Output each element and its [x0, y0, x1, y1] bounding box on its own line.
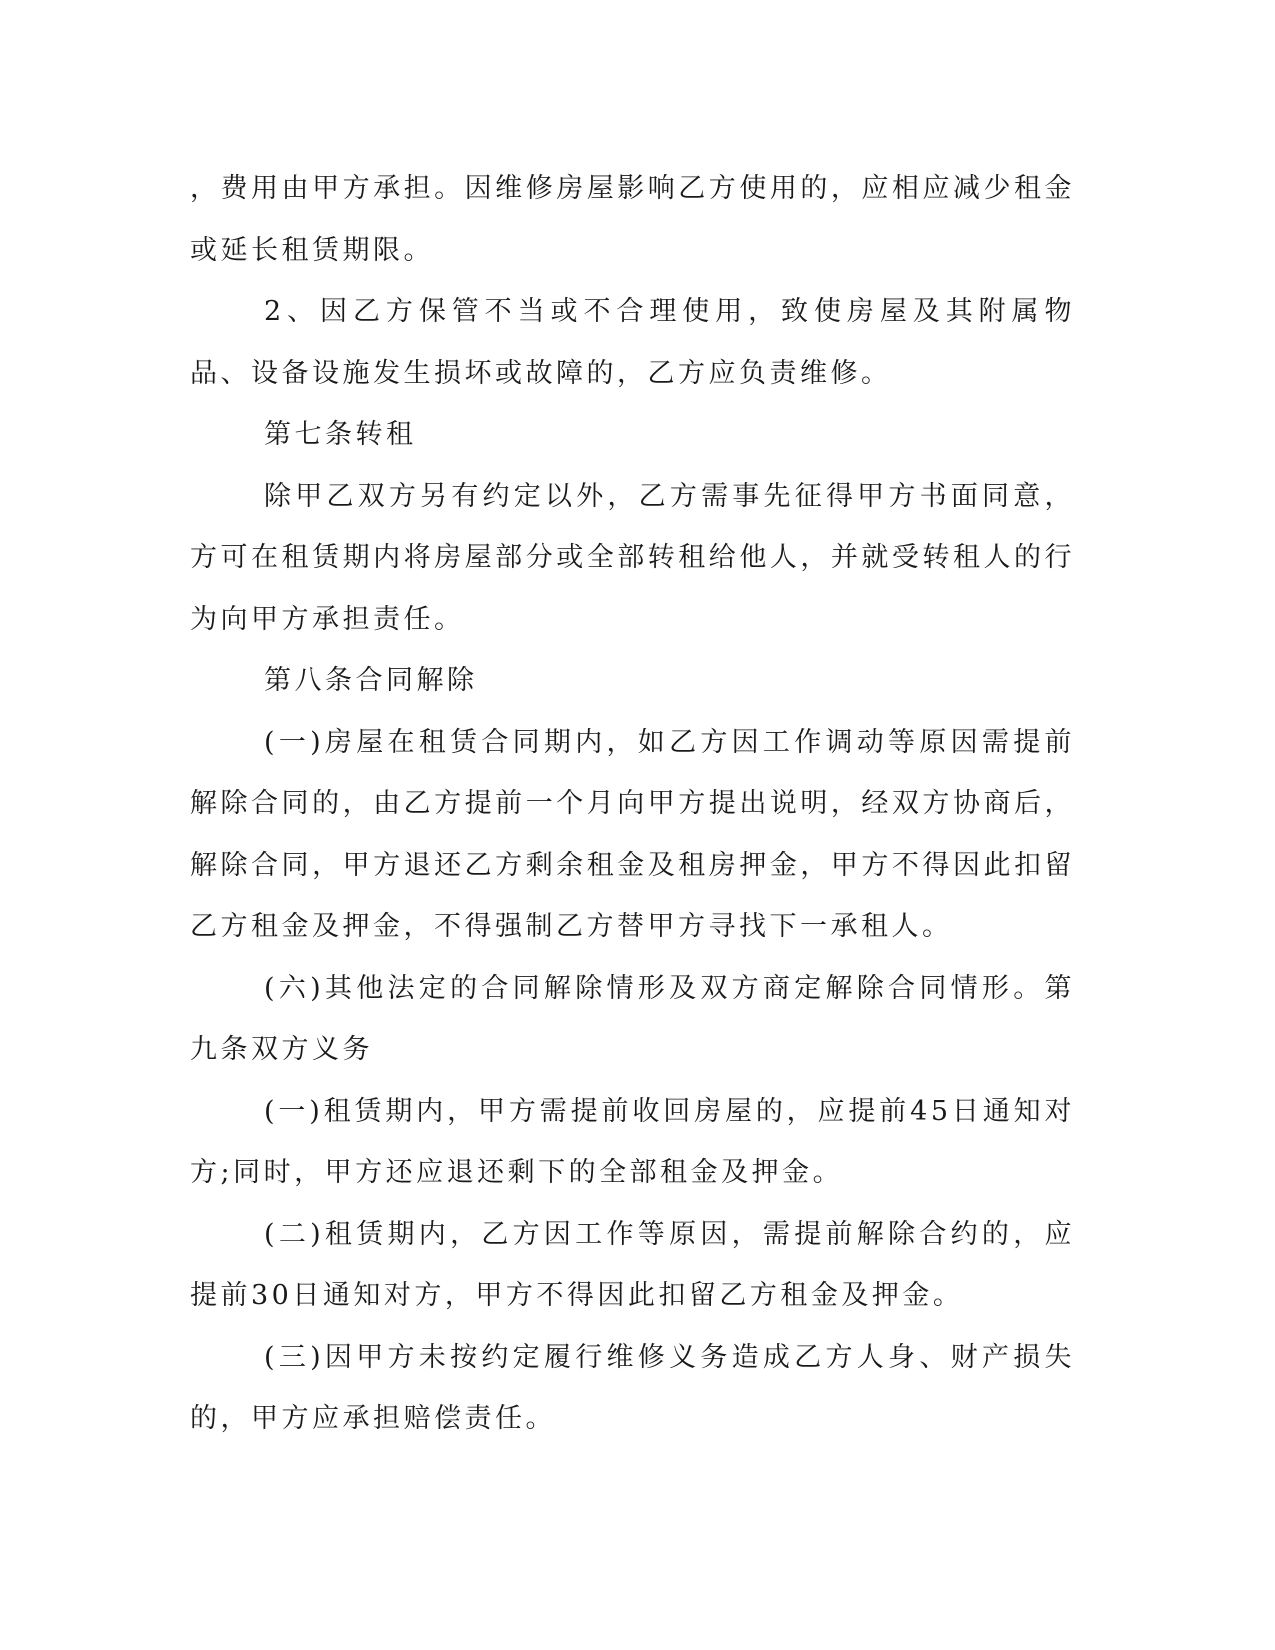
heading-article-8: 第八条合同解除	[264, 665, 478, 696]
paragraph-obligation-2: (二)租赁期内，乙方因工作等原因，需提前解除合约的，应提前30日通知对方，甲方不得因此扣留乙方租金及押金。	[190, 1218, 1075, 1311]
paragraph-obligation-3: (三)因甲方未按约定履行维修义务造成乙方人身、财产损失的，甲方应承担赔偿责任。	[190, 1341, 1075, 1434]
document-body	[190, 158, 1075, 1450]
paragraph-sublease: 除甲乙双方另有约定以外，乙方需事先征得甲方书面同意，方可在租赁期内将房屋部分或全部转租给他人，并就受转租人的行为向甲方承担责任。	[190, 480, 1075, 635]
paragraph-termination-6: (六)其他法定的合同解除情形及双方商定解除合同情形。第九条双方义务	[190, 972, 1075, 1065]
paragraph-termination-1: (一)房屋在租赁合同期内，如乙方因工作调动等原因需提前解除合同的，由乙方提前一个月向甲方提出说明，经双方协商后，解除合同，甲方退还乙方剩余租金及租房押金，甲方不得因此扣留乙方租金及押金，不得强制乙方替甲方寻找下一承租人。	[190, 726, 1075, 942]
paragraph-obligation-1: (一)租赁期内，甲方需提前收回房屋的，应提前45日通知对方;同时，甲方还应退还剩下的全部租金及押金。	[190, 1095, 1075, 1188]
paragraph-repair-cost: ，费用由甲方承担。因维修房屋影响乙方使用的，应相应减少租金或延长租赁期限。	[190, 173, 1075, 266]
paragraph-tenant-repair: 2、因乙方保管不当或不合理使用，致使房屋及其附属物品、设备设施发生损坏或故障的，乙方应负责维修。	[190, 296, 1075, 389]
heading-article-7: 第七条转租	[264, 419, 417, 450]
